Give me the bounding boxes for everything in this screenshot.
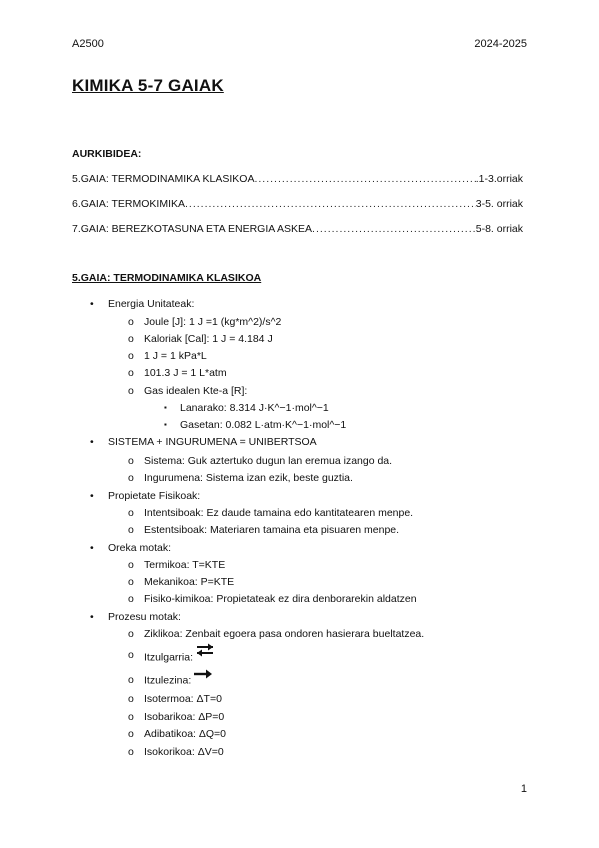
- bullet-marker: •: [90, 298, 94, 310]
- bullet-marker: •: [90, 611, 94, 623]
- document-title: KIMIKA 5-7 GAIAK: [72, 76, 224, 95]
- bullet-marker: o: [128, 507, 134, 519]
- list-item-text: Oreka motak:: [108, 542, 172, 554]
- list-item: [144, 333, 273, 345]
- list-item: [144, 385, 247, 397]
- bullet-marker: •: [90, 490, 94, 502]
- list-item: [144, 746, 224, 758]
- list-item: [144, 628, 424, 640]
- list-item-text: Itzulezina:: [144, 674, 192, 687]
- page-number: 1: [520, 783, 527, 795]
- list-item: [144, 649, 215, 666]
- bullet-marker: o: [128, 728, 134, 740]
- bullet-marker: o: [128, 524, 134, 536]
- list-item-text: Lanarako: 8.314 J·K^−1·mol^−1: [180, 402, 329, 414]
- header-course-code: A2500: [72, 38, 104, 50]
- list-item-text: Kaloriak [Cal]: 1 J = 4.184 J: [144, 333, 273, 345]
- list-item: [180, 419, 346, 431]
- list-item-text: 1 J = 1 kPa*L: [144, 350, 207, 362]
- toc-dot-leader: [312, 223, 476, 235]
- list-item-text: Itzulgarria:: [144, 651, 194, 664]
- list-item: [108, 298, 194, 310]
- double-arrow-icon: [195, 643, 215, 660]
- list-item: [108, 436, 317, 448]
- list-item-text: Sistema: Guk aztertuko dugun lan eremua izango da.: [144, 455, 393, 467]
- toc-row-title: 5.GAIA: TERMODINAMIKA KLASIKOA: [72, 173, 255, 185]
- list-item-text: Isobarikoa: ΔP=0: [144, 711, 225, 723]
- bullet-marker: ▪: [164, 403, 167, 412]
- list-item: [144, 524, 399, 536]
- list-item: [144, 711, 224, 723]
- list-item: [144, 576, 234, 588]
- toc-dot-leader: [185, 198, 476, 210]
- list-item-text: Ingurumena: Sistema izan ezik, beste guztia.: [144, 472, 353, 484]
- list-item: [108, 490, 200, 502]
- list-item: [144, 559, 225, 571]
- list-item-text: Mekanikoa: P=KTE: [144, 576, 235, 588]
- list-item-text: Propietate Fisikoak:: [108, 490, 201, 502]
- bullet-marker: o: [128, 333, 134, 345]
- bullet-marker: o: [128, 593, 134, 605]
- list-item-text: Prozesu motak:: [108, 611, 181, 623]
- bullet-marker: o: [128, 385, 134, 397]
- header-academic-year: 2024-2025: [474, 38, 527, 50]
- bullet-marker: o: [128, 711, 134, 723]
- list-item-text: Estentsiboak: Materiaren tamaina eta pisuaren menpe.: [144, 524, 400, 536]
- bullet-marker: o: [128, 472, 134, 484]
- list-item: [144, 593, 417, 605]
- toc-row-pages: .1-3.orriak: [475, 173, 523, 185]
- toc-heading: AURKIBIDEA:: [72, 148, 142, 160]
- list-item-text: SISTEMA + INGURUMENA = UNIBERTSOA: [108, 436, 317, 448]
- right-arrow-icon: [193, 669, 213, 682]
- list-item: [144, 455, 392, 467]
- list-item-text: Gas idealen Kte-a [R]:: [144, 385, 248, 397]
- list-item: [144, 728, 226, 740]
- toc-row: [72, 223, 523, 235]
- list-item: [108, 542, 171, 554]
- toc-row-title: 6.GAIA: TERMOKIMIKA: [72, 198, 185, 210]
- toc-row-pages: 5-8. orriak: [475, 223, 523, 235]
- list-item: [144, 472, 353, 484]
- bullet-marker: o: [128, 316, 134, 328]
- bullet-marker: ▪: [164, 420, 167, 429]
- toc-row: [72, 173, 523, 185]
- list-item: [144, 507, 413, 519]
- list-item: [180, 402, 329, 414]
- bullet-marker: o: [128, 649, 134, 661]
- list-item-text: 101.3 J = 1 L*atm: [144, 367, 227, 379]
- list-item: [108, 611, 181, 623]
- list-item-text: Intentsiboak: Ez daude tamaina edo kantitatearen menpe.: [144, 507, 414, 519]
- bullet-marker: o: [128, 628, 134, 640]
- bullet-marker: o: [128, 350, 134, 362]
- section-heading: 5.GAIA: TERMODINAMIKA KLASIKOA: [72, 272, 262, 284]
- list-item-text: Termikoa: T=KTE: [144, 559, 226, 571]
- bullet-marker: o: [128, 674, 134, 686]
- list-item-text: Isokorikoa: ΔV=0: [144, 746, 224, 758]
- list-item-text: Isotermoa: ΔT=0: [144, 693, 222, 705]
- toc-row-pages: 3-5. orriak: [475, 198, 523, 210]
- bullet-marker: o: [128, 559, 134, 571]
- list-item-text: Joule [J]: 1 J =1 (kg*m^2)/s^2: [144, 316, 282, 328]
- list-item: [144, 674, 213, 687]
- bullet-marker: o: [128, 746, 134, 758]
- list-item-text: Fisiko-kimikoa: Propietateak ez dira denborarekin aldatzen: [144, 593, 417, 605]
- list-item-text: Adibatikoa: ΔQ=0: [144, 728, 227, 740]
- toc-row-title: 7.GAIA: BEREZKOTASUNA ETA ENERGIA ASKEA: [72, 223, 313, 235]
- list-item: [144, 367, 227, 379]
- bullet-marker: •: [90, 542, 94, 554]
- list-item-text: Gasetan: 0.082 L·atm·K^−1·mol^−1: [180, 419, 347, 431]
- toc-row: [72, 198, 523, 210]
- list-item: [144, 693, 222, 705]
- list-item: [144, 350, 207, 362]
- bullet-marker: •: [90, 436, 94, 448]
- bullet-marker: o: [128, 455, 134, 467]
- bullet-marker: o: [128, 693, 134, 705]
- bullet-marker: o: [128, 367, 134, 379]
- list-item-text: Ziklikoa: Zenbait egoera pasa ondoren hasierara bueltatzea.: [144, 628, 425, 640]
- bullet-marker: o: [128, 576, 134, 588]
- toc-dot-leader: [254, 173, 475, 185]
- list-item: [144, 316, 281, 328]
- list-item-text: Energia Unitateak:: [108, 298, 195, 310]
